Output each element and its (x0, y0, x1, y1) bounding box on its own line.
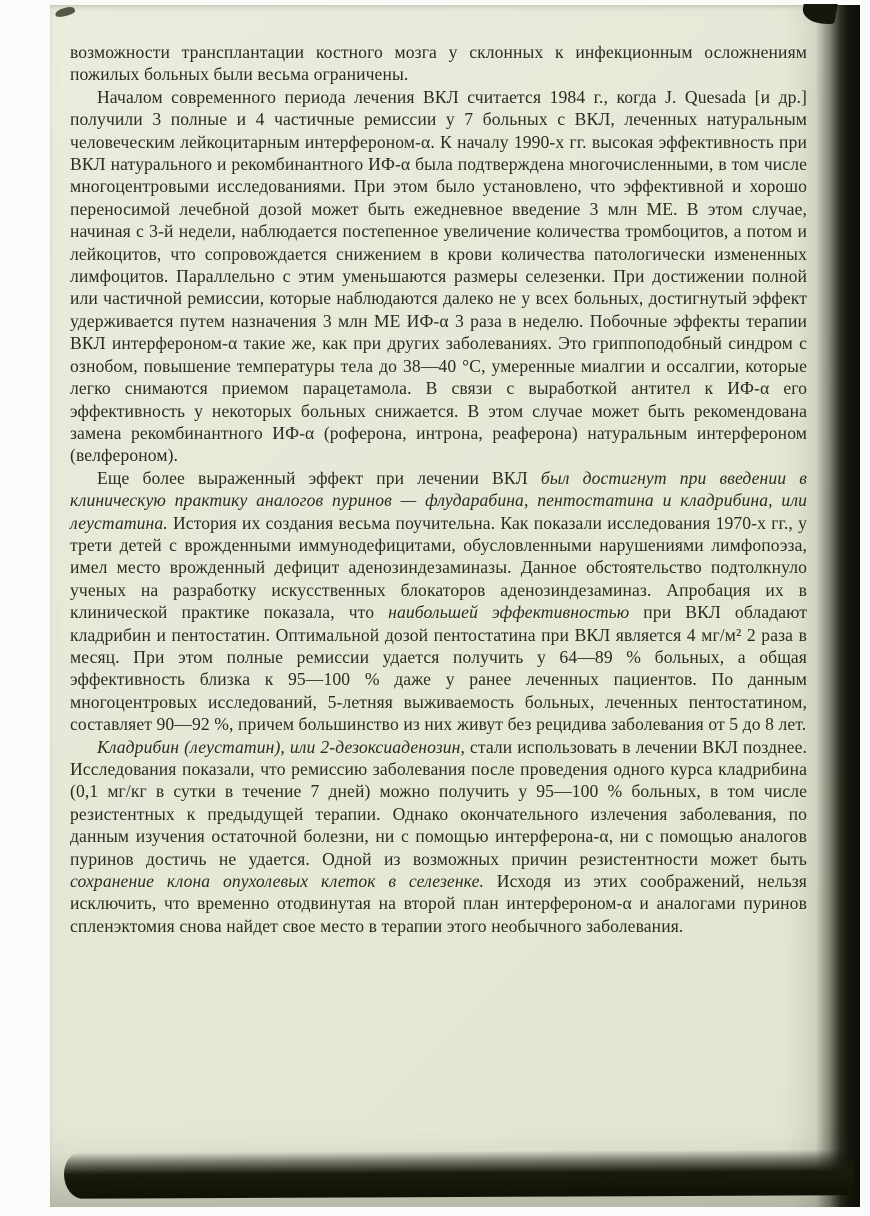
scan-artifact-top-left (54, 6, 75, 19)
text-segment: при ВКЛ обладают кладрибин и пентостатин. Оптимальной дозой пентостатина при ВКЛ является 4 мг/м² 2 раза в месяц. При этом полные ремиссии удается получить у 64—89 % больных, а общая эффективность близка к 95—100 % даже у ранее леченных пациентов. По данным многоцентровых исследований, 5-летняя выживаемость больных, леченных пентостатином, составляет 90—92 %, причем большинство из них живут без рецидива заболевания от 5 до 8 лет. (70, 602, 807, 735)
text-segment-italic: сохранение клона опухолевых клеток в селезенке. (70, 871, 484, 892)
paragraph (70, 41, 807, 86)
scanned-page (50, 5, 860, 1207)
text-segment: стали использовать в лечении ВКЛ позднее. Исследования показали, что ремиссию заболевания после проведения одного курса кладрибина (0,1 мг/кг в сутки в течение 7 дней) можно получить у 95—100 % больных, в том числе резистентных к предыдущей терапии. Однако окончательного излечения заболевания, по данным изучения остаточной болезни, ни с помощью интерферона-α, ни с помощью аналогов пуринов достичь не удается. Одной из возможных причин резистентности может быть (70, 736, 808, 869)
text-segment-italic: был достигнут при введении в клиническую практику аналогов пуринов — флударабина, пентостатина и кладрибина, или леустатина. (70, 467, 807, 533)
paragraph (70, 467, 807, 736)
text-segment-italic: Кладрибин (леустатин), или 2-дезоксиаденозин, (97, 736, 465, 757)
paragraph (70, 86, 807, 467)
text-segment: возможности трансплантации костного мозга у склонных к инфекционным осложнениям пожилых больных были весьма ограничены. (70, 42, 807, 85)
text-segment-italic: наибольшей эффективностью (388, 602, 630, 623)
page-text (70, 41, 807, 937)
text-segment: Началом современного периода лечения ВКЛ считается 1984 г., когда J. Quesada [и др.] получили 3 полные и 4 частичные ремиссии у 7 больных с ВКЛ, леченных натуральным человеческим лейкоцитарным интерфероном-α. К началу 1990-х гг. высокая эффективность при ВКЛ натурального и рекомбинантного ИФ-α была подтверждена многочисленными, в том числе многоцентровыми исследованиями. При этом было установлено, что эффективной и хорошо переносимой лечебной дозой может быть ежедневное введение 3 млн МЕ. В этом случае, начиная с 3-й недели, наблюдается постепенное увеличение количества тромбоцитов, а потом и лейкоцитов, что сопровождается снижением в крови количества патологически измененных лимфоцитов. Параллельно с этим уменьшаются размеры селезенки. При достижении полной или частичной ремиссии, которые наблюдаются далеко не у всех больных, достигнутый эффект удерживается путем назначения 3 млн МЕ ИФ-α 3 раза в неделю. Побочные эффекты терапии ВКЛ интерфероном-α такие же, как при других заболеваниях. Это гриппоподобный синдром с ознобом, повышение температуры тела до 38—40 °С, умеренные миалгии и оссалгии, которые легко снимаются приемом парацетамола. В связи с выработкой антител к ИФ-α его эффективность у некоторых больных снижается. В этом случае может быть рекомендована замена рекомбинантного ИФ-α (роферона, интрона, реаферона) натуральным интерфероном (велфероном). (70, 86, 807, 466)
page-edge-shadow-bottom (64, 1149, 854, 1198)
paragraph (70, 736, 807, 938)
text-segment: Еще более выраженный эффект при лечении ВКЛ (97, 467, 541, 488)
text-segment: История их создания весьма поучительна. Как показали исследования 1970-х гг., у трети детей с врожденными иммунодефицитами, обусловленными нарушениями лимфопоэза, имел место врожденный дефицит аденозиндезаминазы. Данное обстоятельство подтолкнуло ученых на разработку искусственных блокаторов аденозиндезаминаз. Апробация их в клинической практике показала, что (70, 512, 807, 623)
text-segment: Исходя из этих соображений, нельзя исключить, что временно отодвинутая на второй план интерфероном-α и аналогами пуринов спленэктомия снова найдет свое место в терапии этого необычного заболевания. (70, 871, 807, 936)
page-edge-shadow-right (816, 5, 860, 1207)
